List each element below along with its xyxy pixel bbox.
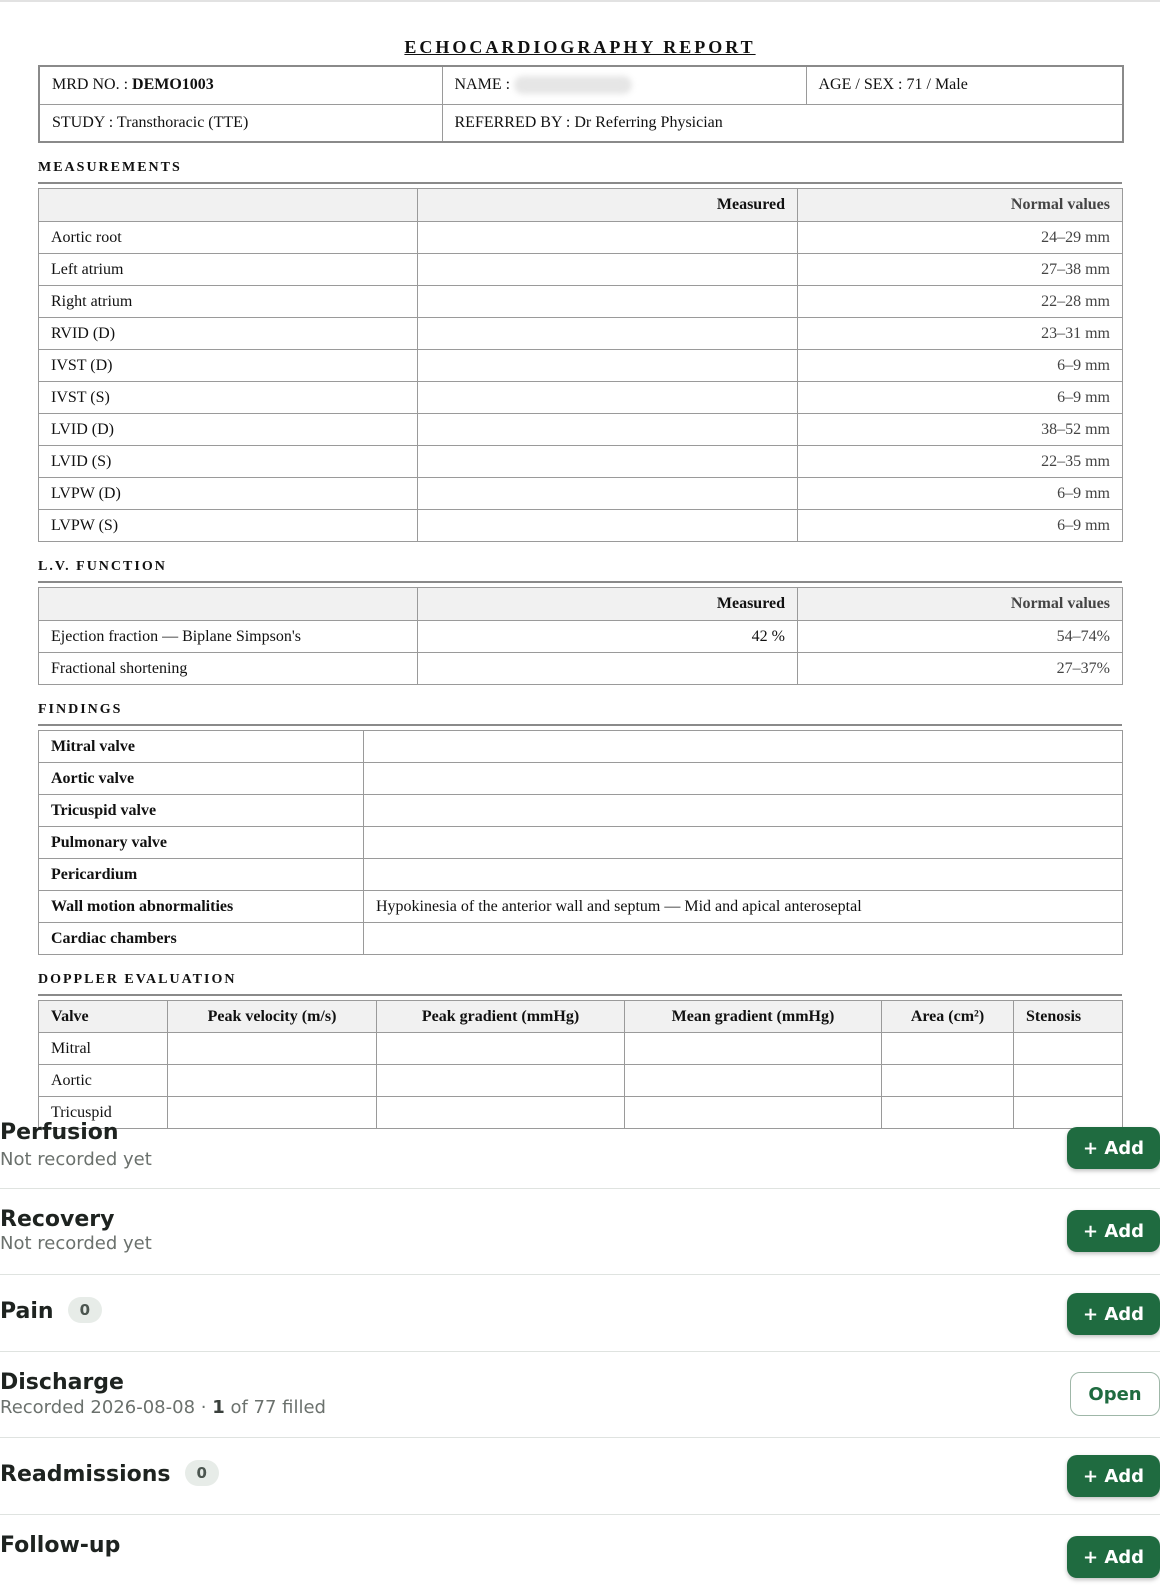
mrd-cell	[39, 66, 442, 104]
measurement-row	[39, 414, 1123, 446]
panel-title-row	[0, 1462, 219, 1488]
panel-pain	[0, 1275, 1160, 1352]
finding-label: Wall motion abnormalities	[39, 891, 364, 923]
doppler-value	[1014, 1033, 1123, 1065]
measurement-measured	[418, 478, 798, 510]
add-perfusion-button[interactable]: + Add	[1067, 1127, 1160, 1169]
finding-value	[364, 795, 1123, 827]
open-discharge-button[interactable]: Open	[1070, 1372, 1160, 1416]
panel-title: Recovery	[0, 1207, 115, 1232]
measurement-measured	[418, 286, 798, 318]
measurement-normal: 27–38 mm	[798, 254, 1123, 286]
measurement-row	[39, 254, 1123, 286]
lv-label: Ejection fraction — Biplane Simpson's	[39, 621, 418, 653]
doppler-header: Peak gradient (mmHg)	[377, 1001, 625, 1033]
measurement-normal: 6–9 mm	[798, 478, 1123, 510]
measurement-label: Left atrium	[39, 254, 418, 286]
measurement-measured	[418, 318, 798, 350]
finding-value	[364, 923, 1123, 955]
study-cell: STUDY : Transthoracic (TTE)	[39, 104, 442, 142]
lv-normal: 27–37%	[798, 653, 1123, 685]
lv-function-row	[39, 653, 1123, 685]
finding-row	[39, 891, 1123, 923]
panel-title: Readmissions	[0, 1462, 171, 1487]
measurement-label: LVID (S)	[39, 446, 418, 478]
status-suffix: of 77 filled	[224, 1397, 326, 1418]
add-recovery-button[interactable]: + Add	[1067, 1210, 1160, 1252]
measurement-row	[39, 222, 1123, 254]
panel-follow-up	[0, 1515, 1160, 1595]
measurement-row	[39, 318, 1123, 350]
lv-measured: 42 %	[418, 621, 798, 653]
panel-readmissions	[0, 1438, 1160, 1515]
patient-info-table	[38, 65, 1124, 143]
measurement-label: LVPW (D)	[39, 478, 418, 510]
doppler-value	[168, 1033, 377, 1065]
finding-row	[39, 923, 1123, 955]
panel-title: Follow-up	[0, 1533, 121, 1558]
measurements-header-normal: Normal values	[798, 189, 1123, 222]
panel-status	[0, 1397, 326, 1418]
lv-measured	[418, 653, 798, 685]
finding-value	[364, 859, 1123, 891]
measurement-normal: 22–35 mm	[798, 446, 1123, 478]
finding-row	[39, 763, 1123, 795]
measurement-row	[39, 478, 1123, 510]
finding-label: Cardiac chambers	[39, 923, 364, 955]
finding-label: Tricuspid valve	[39, 795, 364, 827]
measurements-body	[39, 222, 1123, 542]
measurement-label: Aortic root	[39, 222, 418, 254]
finding-row	[39, 795, 1123, 827]
measurement-label: RVID (D)	[39, 318, 418, 350]
panel-title-row	[0, 1299, 102, 1325]
doppler-row	[39, 1033, 1123, 1065]
lv-header-label	[39, 588, 418, 621]
panel-status: Not recorded yet	[0, 1149, 152, 1170]
measurements-header-label	[39, 189, 418, 222]
panel-title: Perfusion	[0, 1120, 119, 1145]
doppler-header-row	[39, 1001, 1123, 1033]
finding-value	[364, 731, 1123, 763]
finding-value	[364, 763, 1123, 795]
measurements-table	[38, 188, 1123, 542]
panel-perfusion	[0, 1091, 1160, 1189]
measurement-row	[39, 446, 1123, 478]
doppler-valve: Mitral	[39, 1033, 168, 1065]
measurement-measured	[418, 222, 798, 254]
measurement-normal: 38–52 mm	[798, 414, 1123, 446]
measurement-normal: 23–31 mm	[798, 318, 1123, 350]
panel-title: Pain	[0, 1299, 54, 1324]
name-label: NAME :	[454, 76, 511, 94]
count-badge: 0	[185, 1460, 219, 1486]
clinical-panel-list[interactable]	[0, 1120, 1160, 1568]
mrd-value: DEMO1003	[132, 76, 214, 94]
panel-status: Not recorded yet	[0, 1233, 152, 1254]
doppler-header: Valve	[39, 1001, 168, 1033]
doppler-valve: Tricuspid	[39, 1097, 168, 1129]
measurement-label: LVPW (S)	[39, 510, 418, 542]
finding-label: Pulmonary valve	[39, 827, 364, 859]
measurement-measured	[418, 510, 798, 542]
referred-by-cell: REFERRED BY : Dr Referring Physician	[442, 104, 1123, 142]
measurement-normal: 22–28 mm	[798, 286, 1123, 318]
measurement-label: IVST (D)	[39, 350, 418, 382]
measurement-measured	[418, 254, 798, 286]
finding-value	[364, 827, 1123, 859]
doppler-heading: DOPPLER EVALUATION	[38, 972, 1122, 996]
add-follow-up-button[interactable]: + Add	[1067, 1536, 1160, 1578]
status-prefix: Recorded 2026-08-08 ·	[0, 1397, 213, 1418]
doppler-value	[377, 1033, 625, 1065]
lv-normal: 54–74%	[798, 621, 1123, 653]
measurements-header-measured: Measured	[418, 189, 798, 222]
lv-label: Fractional shortening	[39, 653, 418, 685]
echocardiography-report	[38, 2, 1122, 1129]
redacted-name	[514, 76, 632, 94]
doppler-header: Stenosis	[1014, 1001, 1123, 1033]
lv-header-measured: Measured	[418, 588, 798, 621]
doppler-valve: Aortic	[39, 1065, 168, 1097]
finding-label: Pericardium	[39, 859, 364, 891]
panel-recovery	[0, 1189, 1160, 1275]
findings-table	[38, 730, 1123, 955]
measurements-heading: MEASUREMENTS	[38, 160, 1122, 184]
add-pain-button[interactable]: + Add	[1067, 1293, 1160, 1335]
measurement-normal: 6–9 mm	[798, 510, 1123, 542]
measurement-normal: 6–9 mm	[798, 382, 1123, 414]
measurement-row	[39, 286, 1123, 318]
measurement-normal: 24–29 mm	[798, 222, 1123, 254]
doppler-value	[882, 1033, 1014, 1065]
measurement-label: Right atrium	[39, 286, 418, 318]
measurement-row	[39, 350, 1123, 382]
lv-header-normal: Normal values	[798, 588, 1123, 621]
doppler-header: Area (cm²)	[882, 1001, 1014, 1033]
name-cell	[442, 66, 806, 104]
lv-function-body	[39, 621, 1123, 685]
measurement-measured	[418, 382, 798, 414]
count-badge: 0	[68, 1297, 102, 1323]
findings-heading: FINDINGS	[38, 702, 1122, 726]
finding-row	[39, 827, 1123, 859]
panel-discharge	[0, 1352, 1160, 1438]
finding-row	[39, 859, 1123, 891]
finding-label: Aortic valve	[39, 763, 364, 795]
measurement-row	[39, 382, 1123, 414]
finding-label: Mitral valve	[39, 731, 364, 763]
finding-value: Hypokinesia of the anterior wall and septum — Mid and apical anteroseptal	[364, 891, 1123, 923]
lv-function-table	[38, 587, 1123, 685]
measurement-label: LVID (D)	[39, 414, 418, 446]
measurement-label: IVST (S)	[39, 382, 418, 414]
age-sex-cell: AGE / SEX : 71 / Male	[806, 66, 1123, 104]
mrd-label: MRD NO. :	[52, 76, 129, 94]
status-count: 1	[212, 1397, 225, 1418]
measurement-measured	[418, 446, 798, 478]
lv-function-row	[39, 621, 1123, 653]
measurement-normal: 6–9 mm	[798, 350, 1123, 382]
doppler-value	[625, 1033, 882, 1065]
doppler-header: Peak velocity (m/s)	[168, 1001, 377, 1033]
lv-function-heading: L.V. FUNCTION	[38, 559, 1122, 583]
findings-body	[39, 731, 1123, 955]
finding-row	[39, 731, 1123, 763]
add-readmissions-button[interactable]: + Add	[1067, 1455, 1160, 1497]
report-title: ECHOCARDIOGRAPHY REPORT	[404, 37, 756, 57]
measurement-row	[39, 510, 1123, 542]
measurement-measured	[418, 414, 798, 446]
panel-title: Discharge	[0, 1370, 124, 1395]
doppler-header: Mean gradient (mmHg)	[625, 1001, 882, 1033]
measurement-measured	[418, 350, 798, 382]
